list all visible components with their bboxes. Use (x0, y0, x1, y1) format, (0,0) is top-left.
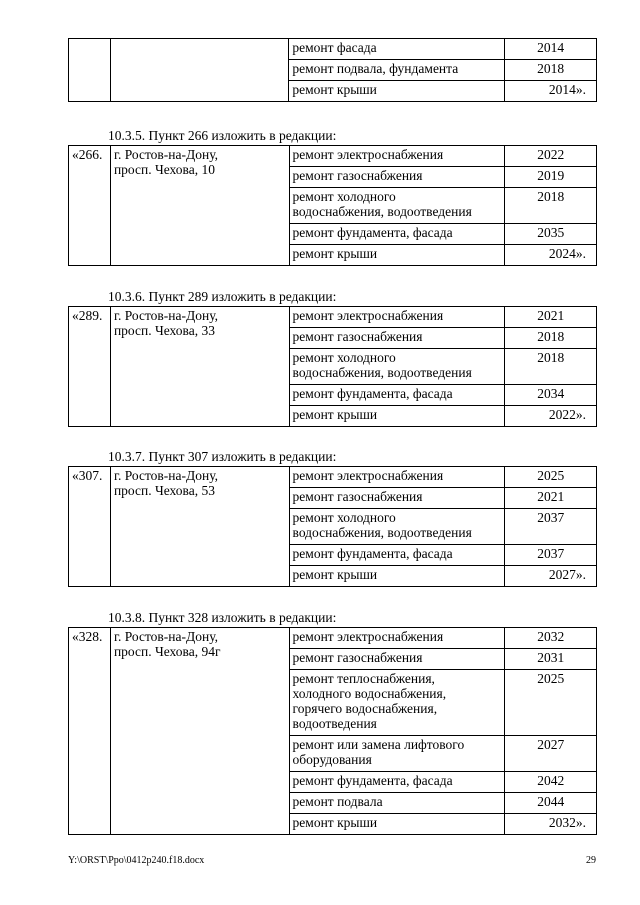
table-row (69, 39, 597, 60)
work-cell: ремонт фундамента, фасада (289, 385, 505, 406)
section-heading: 10.3.8. Пункт 328 изложить в редакции: (108, 610, 337, 625)
year-cell: 2018 (505, 60, 597, 81)
work-cell: ремонт крыши (289, 245, 505, 266)
year-cell: 2037 (505, 545, 597, 566)
year-cell: 2024». (505, 245, 597, 266)
year-cell: 2018 (505, 349, 597, 385)
table-section-328 (68, 627, 597, 835)
year-cell: 2042 (505, 772, 597, 793)
address-cell (110, 307, 289, 427)
address-line: просп. Чехова, 33 (113, 323, 215, 338)
work-cell (289, 188, 505, 224)
num-cell: «307. (69, 467, 111, 587)
work-cell: ремонт газоснабжения (289, 488, 505, 509)
year-cell: 2035 (505, 224, 597, 245)
page-number: 29 (586, 855, 596, 866)
work-cell: ремонт газоснабжения (289, 167, 505, 188)
year-cell: 2025 (505, 467, 597, 488)
table-row (69, 146, 597, 167)
year-cell: 2027». (505, 566, 597, 587)
address-cell (110, 628, 289, 835)
work-cell: ремонт крыши (289, 814, 505, 835)
address-line: г. Ростов-на-Дону, (113, 629, 218, 644)
num-cell (69, 39, 111, 102)
address-line: просп. Чехова, 53 (113, 483, 215, 498)
work-cell (289, 736, 505, 772)
work-line: ремонт теплоснабжения, (292, 671, 435, 686)
work-cell: ремонт фундамента, фасада (289, 545, 505, 566)
work-cell (289, 670, 505, 736)
work-cell: ремонт электроснабжения (289, 146, 505, 167)
year-cell: 2014». (505, 81, 597, 102)
section-heading: 10.3.6. Пункт 289 изложить в редакции: (108, 289, 337, 304)
section-heading: 10.3.5. Пункт 266 изложить в редакции: (108, 128, 337, 143)
work-line: горячего водоснабжения, (292, 701, 438, 716)
address-cell (110, 467, 289, 587)
work-cell: ремонт фундамента, фасада (289, 224, 505, 245)
work-cell (289, 509, 505, 545)
work-cell: ремонт подвала, фундамента (289, 60, 505, 81)
address-cell (110, 39, 289, 102)
year-cell: 2025 (505, 670, 597, 736)
work-cell: ремонт электроснабжения (289, 467, 505, 488)
year-cell: 2018 (505, 188, 597, 224)
address-line: просп. Чехова, 94г (113, 644, 221, 659)
year-cell: 2018 (505, 328, 597, 349)
work-cell: ремонт крыши (289, 566, 505, 587)
table-section-266 (68, 145, 597, 266)
year-cell: 2044 (505, 793, 597, 814)
work-cell: ремонт фундамента, фасада (289, 772, 505, 793)
work-line: водоснабжения, водоотведения (292, 204, 472, 219)
num-cell: «266. (69, 146, 111, 266)
year-cell: 2022». (505, 406, 597, 427)
address-line: просп. Чехова, 10 (113, 162, 215, 177)
work-cell: ремонт подвала (289, 793, 505, 814)
work-cell: ремонт фасада (289, 39, 505, 60)
work-line: водоотведения (292, 716, 377, 731)
section-heading: 10.3.7. Пункт 307 изложить в редакции: (108, 449, 337, 464)
year-cell: 2022 (505, 146, 597, 167)
year-cell: 2034 (505, 385, 597, 406)
address-line: г. Ростов-на-Дону, (113, 308, 218, 323)
address-line: г. Ростов-на-Дону, (113, 468, 218, 483)
work-line: водоснабжения, водоотведения (292, 365, 472, 380)
year-cell: 2037 (505, 509, 597, 545)
year-cell: 2019 (505, 167, 597, 188)
work-line: оборудования (292, 752, 372, 767)
table-row (69, 307, 597, 328)
work-cell: ремонт электроснабжения (289, 307, 505, 328)
work-cell: ремонт крыши (289, 406, 505, 427)
year-cell: 2027 (505, 736, 597, 772)
year-cell: 2014 (505, 39, 597, 60)
work-cell: ремонт крыши (289, 81, 505, 102)
footer-file-path: Y:\ORST\Ppo\0412p240.f18.docx (68, 855, 205, 866)
work-line: ремонт холодного (292, 189, 396, 204)
address-line: г. Ростов-на-Дону, (113, 147, 218, 162)
num-cell: «328. (69, 628, 111, 835)
year-cell: 2021 (505, 307, 597, 328)
work-line: ремонт холодного (292, 350, 396, 365)
year-cell: 2032». (505, 814, 597, 835)
year-cell: 2031 (505, 649, 597, 670)
table-row (69, 467, 597, 488)
work-line: ремонт или замена лифтового (292, 737, 465, 752)
work-cell (289, 349, 505, 385)
table-row (69, 628, 597, 649)
work-cell: ремонт газоснабжения (289, 328, 505, 349)
table-section-307 (68, 466, 597, 587)
address-cell (110, 146, 289, 266)
table-continuation (68, 38, 597, 102)
work-line: холодного водоснабжения, (292, 686, 447, 701)
table-section-289 (68, 306, 597, 427)
work-cell: ремонт газоснабжения (289, 649, 505, 670)
work-cell: ремонт электроснабжения (289, 628, 505, 649)
year-cell: 2032 (505, 628, 597, 649)
work-line: водоснабжения, водоотведения (292, 525, 472, 540)
work-line: ремонт холодного (292, 510, 396, 525)
year-cell: 2021 (505, 488, 597, 509)
num-cell: «289. (69, 307, 111, 427)
